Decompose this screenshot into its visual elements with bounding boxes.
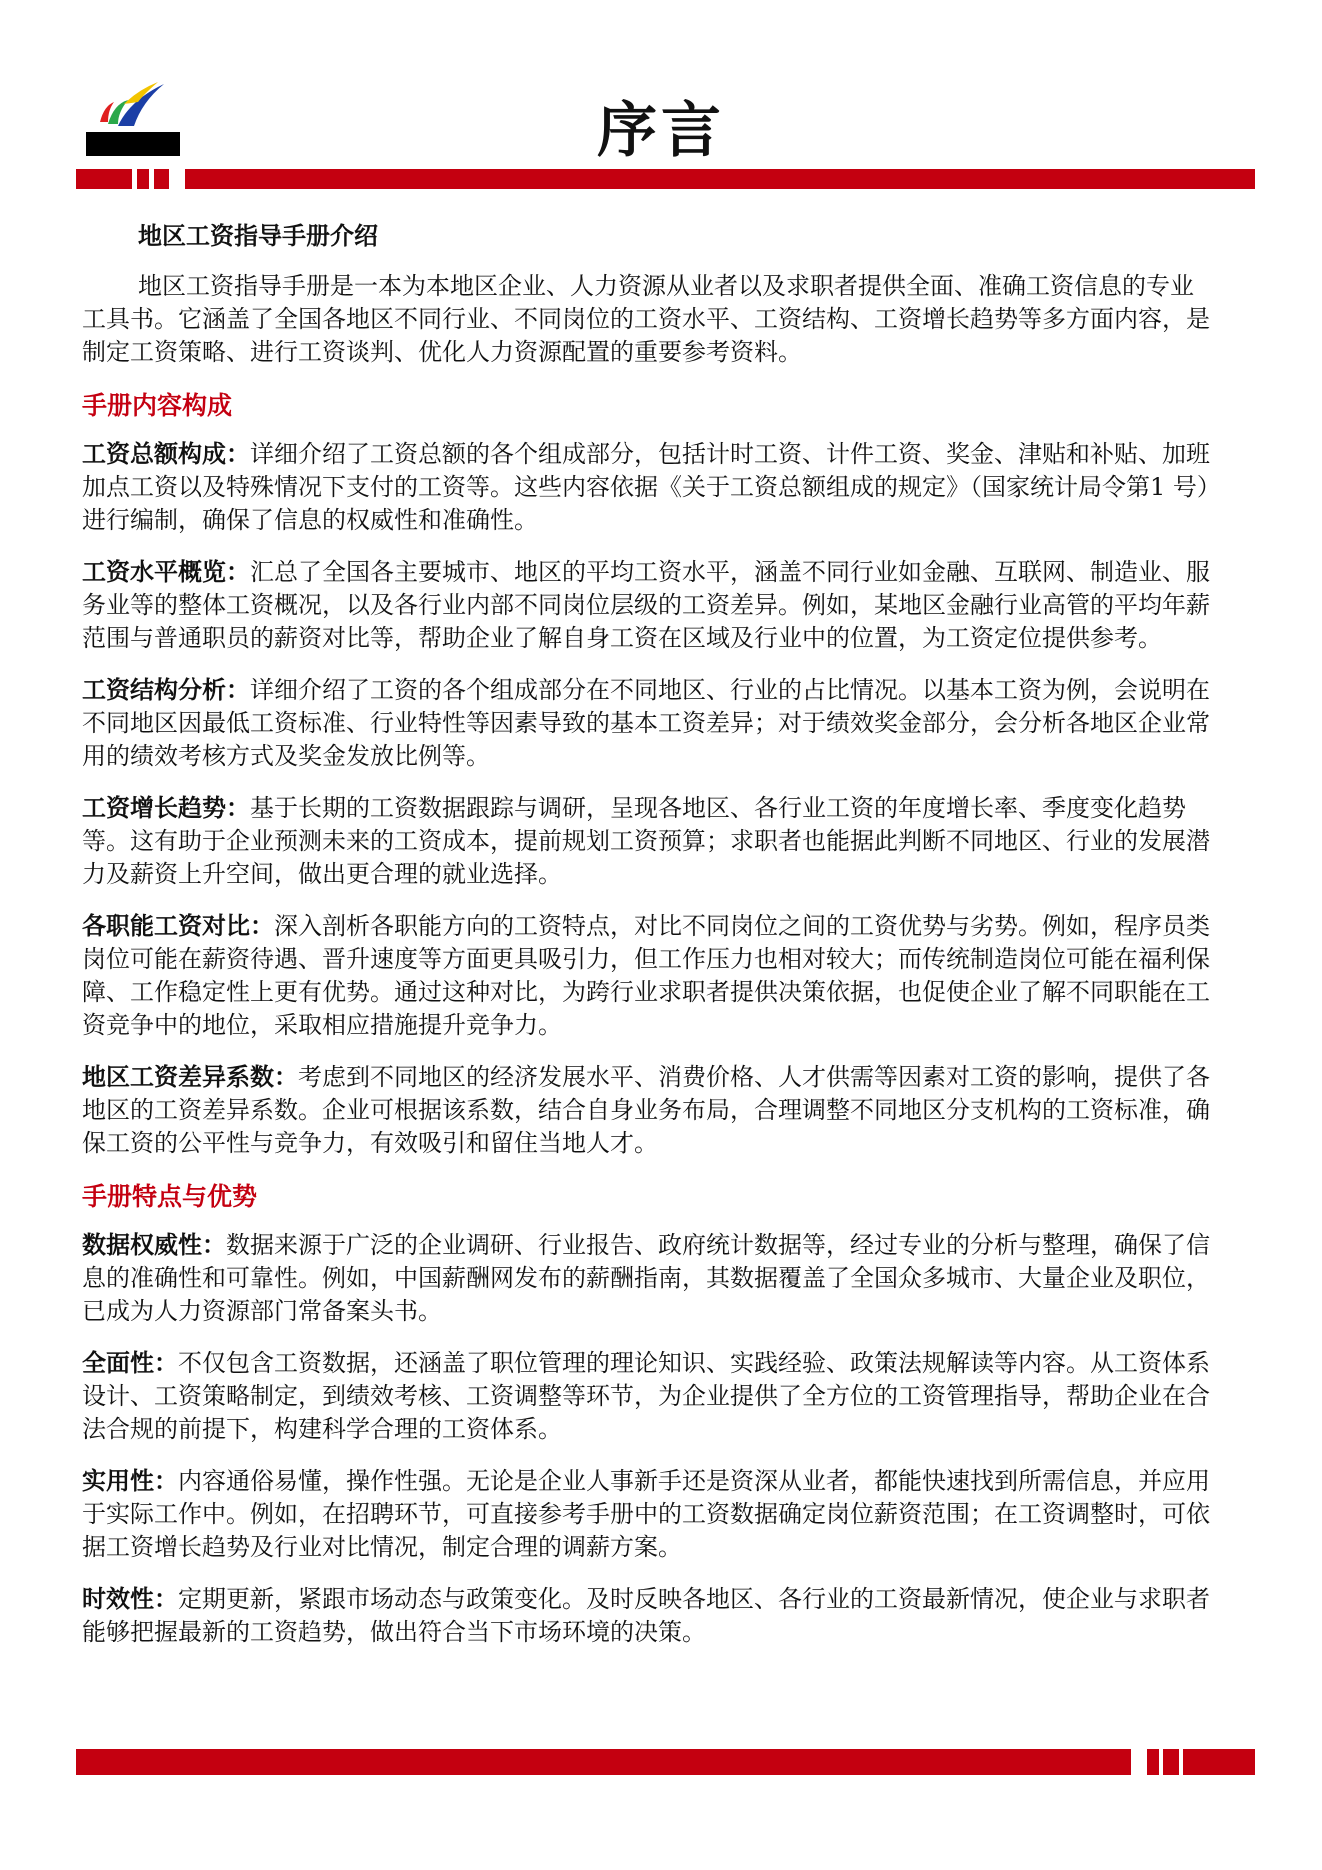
header-bar-main — [185, 169, 1255, 189]
list-item — [82, 1228, 1212, 1328]
list-item — [82, 1060, 1212, 1160]
document-body — [82, 218, 1212, 1667]
item-term: 数据权威性： — [82, 1230, 226, 1259]
footer-bar-segment — [1183, 1749, 1255, 1775]
header-bar-segment — [76, 169, 132, 189]
item-term: 各职能工资对比： — [82, 911, 274, 940]
section-heading: 手册特点与优势 — [82, 1182, 258, 1211]
list-item — [82, 555, 1212, 655]
footer-bar-main — [76, 1749, 1131, 1775]
item-text: 考虑到不同地区的经济发展水平、消费价格、人才供需等因素对工资的影响，提供了各地区的工资差异系数。企业可根据该系数，结合自身业务布局，合理调整不同地区分支机构的工资标准，确保工资的公平性与竞争力，有效吸引和留住当地人才。 — [82, 1063, 1210, 1157]
footer-bar-segment — [1163, 1749, 1179, 1775]
item-text: 不仅包含工资数据，还涵盖了职位管理的理论知识、实践经验、政策法规解读等内容。从工资体系设计、工资策略制定，到绩效考核、工资调整等环节，为企业提供了全方位的工资管理指导，帮助企业在合法合规的前提下，构建科学合理的工资体系。 — [82, 1349, 1210, 1443]
item-text: 汇总了全国各主要城市、地区的平均工资水平，涵盖不同行业如金融、互联网、制造业、服务业等的整体工资概况，以及各行业内部不同岗位层级的工资差异。例如，某地区金融行业高管的平均年薪范围与普通职员的薪资对比等，帮助企业了解自身工资在区域及行业中的位置，为工资定位提供参考。 — [82, 558, 1210, 652]
item-text: 基于长期的工资数据跟踪与调研，呈现各地区、各行业工资的年度增长率、季度变化趋势等。这有助于企业预测未来的工资成本，提前规划工资预算；求职者也能据此判断不同地区、行业的发展潜力及薪资上升空间，做出更合理的就业选择。 — [82, 794, 1210, 888]
list-item — [82, 1346, 1212, 1446]
item-term: 工资增长趋势： — [82, 793, 250, 822]
item-text: 内容通俗易懂，操作性强。无论是企业人事新手还是资深从业者，都能快速找到所需信息，并应用于实际工作中。例如，在招聘环节，可直接参考手册中的工资数据确定岗位薪资范围；在工资调整时，可依据工资增长趋势及行业对比情况，制定合理的调薪方案。 — [82, 1467, 1210, 1561]
item-text: 详细介绍了工资总额的各个组成部分，包括计时工资、计件工资、奖金、津贴和补贴、加班加点工资以及特殊情况下支付的工资等。这些内容依据《关于工资总额组成的规定》（国家统计局令第1 号）进行编制，确保了信息的权威性和准确性。 — [82, 440, 1210, 534]
header-bar-segment — [137, 169, 149, 189]
item-text: 详细介绍了工资的各个组成部分在不同地区、行业的占比情况。以基本工资为例，会说明在不同地区因最低工资标准、行业特性等因素导致的基本工资差异；对于绩效奖金部分，会分析各地区企业常用的绩效考核方式及奖金发放比例等。 — [82, 676, 1210, 770]
intro-paragraph: 地区工资指导手册是一本为本地区企业、人力资源从业者以及求职者提供全面、准确工资信息的专业工具书。它涵盖了全国各地区不同行业、不同岗位的工资水平、工资结构、工资增长趋势等多方面内容，是制定工资策略、进行工资谈判、优化人力资源配置的重要参考资料。 — [82, 272, 1210, 366]
item-text: 数据来源于广泛的企业调研、行业报告、政府统计数据等，经过专业的分析与整理，确保了信息的准确性和可靠性。例如，中国薪酬网发布的薪酬指南，其数据覆盖了全国众多城市、大量企业及职位，已成为人力资源部门常备案头书。 — [82, 1231, 1210, 1325]
item-term: 工资结构分析： — [82, 675, 250, 704]
list-item — [82, 791, 1212, 891]
section-heading: 手册内容构成 — [82, 391, 233, 420]
page-title: 序言 — [597, 96, 725, 166]
item-term: 工资水平概览： — [82, 557, 250, 586]
header-bar-segment — [154, 169, 169, 189]
item-term: 全面性： — [82, 1348, 178, 1377]
list-item — [82, 437, 1212, 537]
item-term: 工资总额构成： — [82, 439, 250, 468]
item-text: 深入剖析各职能方向的工资特点，对比不同岗位之间的工资优势与劣势。例如，程序员类岗位可能在薪资待遇、晋升速度等方面更具吸引力，但工作压力也相对较大；而传统制造岗位可能在福利保障、工作稳定性上更有优势。通过这种对比，为跨行业求职者提供决策依据，也促使企业了解不同职能在工资竞争中的地位，采取相应措施提升竞争力。 — [82, 912, 1210, 1039]
list-item — [82, 673, 1212, 773]
list-item — [82, 909, 1212, 1042]
item-term: 地区工资差异系数： — [82, 1062, 298, 1091]
section-content-composition — [82, 389, 1212, 1160]
item-term: 时效性： — [82, 1584, 178, 1613]
footer-bar-segment — [1147, 1749, 1159, 1775]
item-text: 定期更新，紧跟市场动态与政策变化。及时反映各地区、各行业的工资最新情况，使企业与求职者能够把握最新的工资趋势，做出符合当下市场环境的决策。 — [82, 1585, 1210, 1646]
item-term: 实用性： — [82, 1466, 178, 1495]
intro-title: 地区工资指导手册介绍 — [138, 221, 378, 250]
list-item — [82, 1464, 1212, 1564]
list-item — [82, 1582, 1212, 1649]
section-features-advantages — [82, 1180, 1212, 1649]
